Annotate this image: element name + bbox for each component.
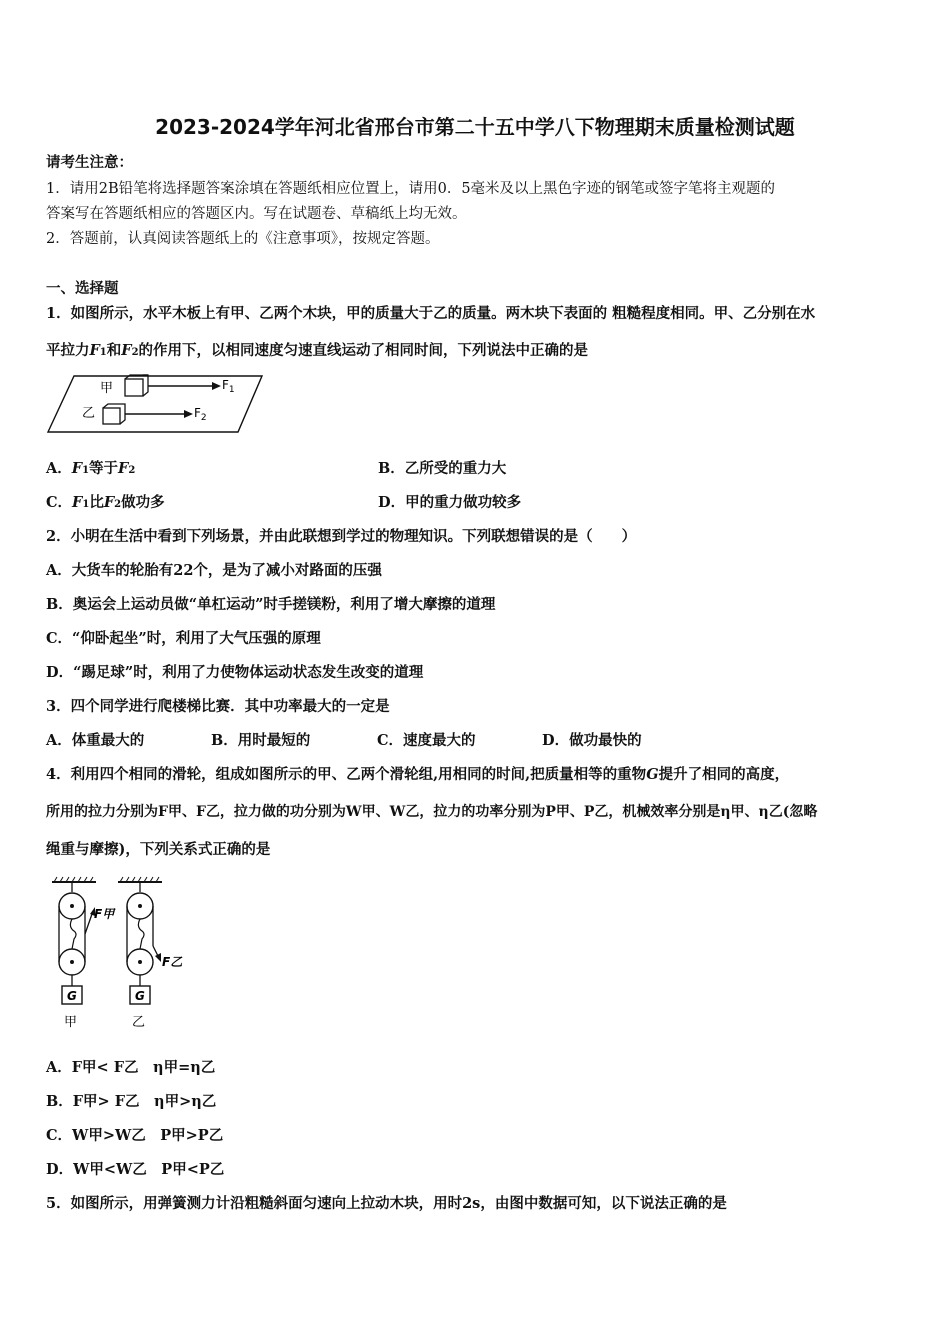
notice-item-1a: 1．请用2B铅笔将选择题答案涂填在答题纸相应位置上，请用0．5毫米及以上黑色字迹的钢笔或签字笔将主观题的	[46, 181, 776, 197]
page-title: 2023-2024学年河北省邢台市第二十五中学八下物理期末质量检测试题	[155, 115, 795, 139]
q2-option-a[interactable]: A．大货车的轮胎有22个，是为了减小对路面的压强	[46, 562, 382, 579]
q1-stem-line1: 1．如图所示，水平木板上有甲、乙两个木块，甲的质量大于乙的质量。两木块下表面的 粗糙程度相同。甲、乙分别在水	[46, 305, 816, 322]
fig4-label-yi: 乙	[132, 1015, 146, 1030]
notice-item-2: 2．答题前，认真阅读答题纸上的《注意事项》，按规定答题。	[46, 231, 440, 247]
notice-item-1b: 答案写在答题纸相应的答题区内。写在试题卷、草稿纸上均无效。	[46, 206, 467, 222]
q4-figure	[40, 874, 190, 1032]
block-jia	[125, 379, 143, 396]
q1-a-f1: F	[71, 460, 83, 477]
jia-rope-mid	[70, 919, 76, 949]
q1-f1: F	[89, 342, 100, 359]
q4-stem-line3: 绳重与摩擦)，下列关系式正确的是	[46, 841, 271, 858]
q1-option-d[interactable]: D．甲的重力做功较多	[378, 494, 522, 511]
section-heading: 一、选择题	[46, 280, 119, 297]
f1-sub: 1	[228, 385, 235, 395]
q1-option-b[interactable]: B．乙所受的重力大	[378, 460, 507, 477]
q3-option-d[interactable]: D．做功最快的	[542, 732, 642, 749]
q1-c-s1: 1	[82, 499, 90, 510]
q1-f1-sub: 1	[99, 347, 107, 358]
q2-option-d[interactable]: D．“踢足球”时，利用了力使物体运动状态发生改变的道理	[46, 664, 424, 681]
q3-option-a[interactable]: A．体重最大的	[46, 732, 145, 749]
fig1-label-f2	[194, 406, 207, 423]
jia-pull-rope	[85, 914, 92, 934]
q4-stem-line2: 所用的拉力分别为F甲、F乙，拉力做的功分别为W甲、W乙，拉力的功率分别为P甲、P乙，机械效率分别是η甲、η乙(忽略	[46, 804, 818, 820]
arrow-f2-head	[184, 410, 193, 418]
yi-pull-arrow	[155, 953, 161, 962]
yi-movable-axle	[138, 960, 142, 964]
fig4-label-fyi: F乙	[162, 955, 183, 969]
jia-movable-axle	[70, 960, 74, 964]
yi-pull-rope	[153, 946, 158, 956]
q4-option-d[interactable]: D．W甲<W乙 P甲<P乙	[46, 1161, 225, 1178]
q3-option-c[interactable]: C．速度最大的	[377, 732, 476, 749]
fig1-label-yi: 乙	[82, 406, 96, 421]
q2-option-b[interactable]: B．奥运会上运动员做“单杠运动”时手搓镁粉，利用了增大摩擦的道理	[46, 596, 496, 613]
q1-a-text: A．	[46, 460, 72, 477]
fig4-label-fjia: F甲	[94, 907, 115, 921]
q1-c-s2: 2	[114, 499, 122, 510]
jia-fixed-axle	[70, 904, 74, 908]
q4-option-a[interactable]: A．F甲< F乙 η甲=η乙	[46, 1059, 216, 1076]
fig1-label-jia: 甲	[100, 381, 114, 396]
q1-f2: F	[121, 342, 132, 359]
q1-c-text: 比	[89, 494, 104, 511]
q4-g-symbol: G	[646, 766, 659, 783]
q1-c-f1: F	[72, 494, 83, 511]
q4-stem-line1	[46, 763, 789, 784]
notice-heading: 请考生注意：	[46, 154, 133, 171]
q4-option-b[interactable]: B．F甲> F乙 η甲>η乙	[46, 1093, 217, 1110]
q1-text: 平拉力	[46, 342, 90, 359]
q2-stem: 2．小明在生活中看到下列场景，并由此联想到学过的物理知识。下列联想错误的是（ ）	[46, 528, 637, 545]
f1-letter: F	[222, 378, 229, 392]
q1-a-s1: 1	[82, 465, 90, 476]
yi-rope-mid	[138, 919, 144, 949]
q1-text: 的作用下，以相同速度匀速直线运动了相同时间，下列说法中正确的是	[138, 342, 589, 359]
arrow-f1-head	[212, 382, 221, 390]
block-yi	[103, 408, 120, 424]
q1-a-f2: F	[118, 460, 129, 477]
fig4-label-jia: 甲	[64, 1015, 78, 1030]
q2-option-c[interactable]: C．“仰卧起坐”时，利用了大气压强的原理	[46, 630, 321, 647]
f2-letter: F	[194, 406, 201, 420]
q4-text: 提升了相同的高度，	[658, 766, 790, 783]
q1-option-a[interactable]	[46, 457, 135, 478]
fig1-label-f1	[222, 378, 235, 395]
q3-stem: 3．四个同学进行爬楼梯比赛．其中功率最大的一定是	[46, 698, 390, 715]
q3-option-b[interactable]: B．用时最短的	[211, 732, 311, 749]
q1-figure	[44, 366, 266, 438]
q1-c-text: C．	[46, 494, 73, 511]
fig4-weight-g-jia: G	[67, 989, 77, 1003]
q1-stem-line2	[46, 339, 588, 360]
q4-option-c[interactable]: C．W甲>W乙 P甲>P乙	[46, 1127, 224, 1144]
q4-text: 4．利用四个相同的滑轮，组成如图所示的甲、乙两个滑轮组,用相同的时间,把质量相等的重物	[46, 766, 647, 783]
q1-c-f2: F	[103, 494, 115, 511]
q1-f2-sub: 2	[131, 347, 139, 358]
fig4-weight-g-yi: G	[135, 989, 145, 1003]
f2-sub: 2	[200, 413, 207, 423]
q1-option-c[interactable]	[46, 491, 165, 512]
yi-fixed-axle	[138, 904, 142, 908]
q1-text: 和	[106, 342, 122, 359]
q1-c-text: 做功多	[121, 494, 165, 511]
q1-a-s2: 2	[128, 465, 136, 476]
q1-a-text: 等于	[89, 460, 119, 477]
q5-stem: 5．如图所示，用弹簧测力计沿粗糙斜面匀速向上拉动木块，用时2s，由图中数据可知，以下说法正确的是	[46, 1195, 727, 1212]
